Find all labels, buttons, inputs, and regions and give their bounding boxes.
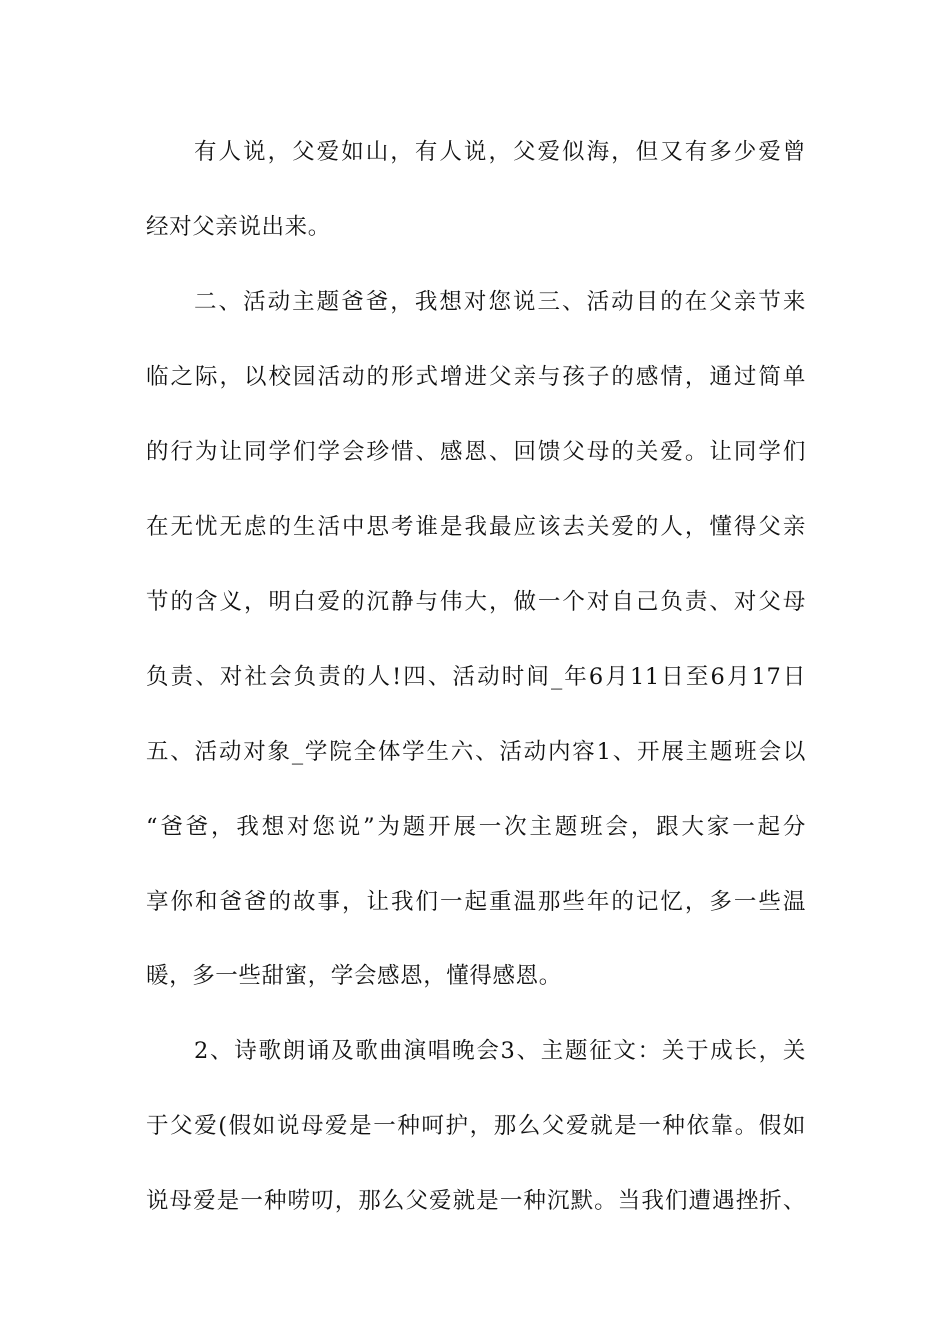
text-line: 二、活动主题爸爸，我想对您说三、活动目的在父亲节来	[194, 289, 806, 315]
text-line: 2、诗歌朗诵及歌曲演唱晚会3、主题征文：关于成长，关	[194, 1038, 806, 1064]
text-line: 在无忧无虑的生活中思考谁是我最应该去关爱的人，懂得父亲	[146, 514, 806, 540]
text-line: 经对父亲说出来。	[146, 214, 331, 240]
text-line: 享你和爸爸的故事，让我们一起重温那些年的记忆，多一些温	[146, 889, 806, 915]
text-line: 的行为让同学们学会珍惜、感恩、回馈父母的关爱。让同学们	[146, 439, 806, 465]
text-line: 负责、对社会负责的人!四、活动时间_年6月11日至6月17日	[146, 664, 806, 690]
text-line: 于父爱(假如说母爱是一种呵护，那么父爱就是一种依靠。假如	[146, 1113, 806, 1139]
text-line: 节的含义，明白爱的沉静与伟大，做一个对自己负责、对父母	[146, 589, 806, 615]
text-line: 暖，多一些甜蜜，学会感恩，懂得感恩。	[146, 963, 562, 989]
text-line: 临之际，以校园活动的形式增进父亲与孩子的感情，通过简单	[146, 364, 806, 390]
text-line: 五、活动对象_学院全体学生六、活动内容1、开展主题班会以	[146, 739, 806, 765]
text-line: “爸爸，我想对您说”为题开展一次主题班会，跟大家一起分	[146, 814, 806, 840]
text-line: 说母爱是一种唠叨，那么父爱就是一种沉默。当我们遭遇挫折、	[146, 1188, 806, 1214]
text-line: 有人说，父爱如山，有人说，父爱似海，但又有多少爱曾	[194, 139, 806, 165]
